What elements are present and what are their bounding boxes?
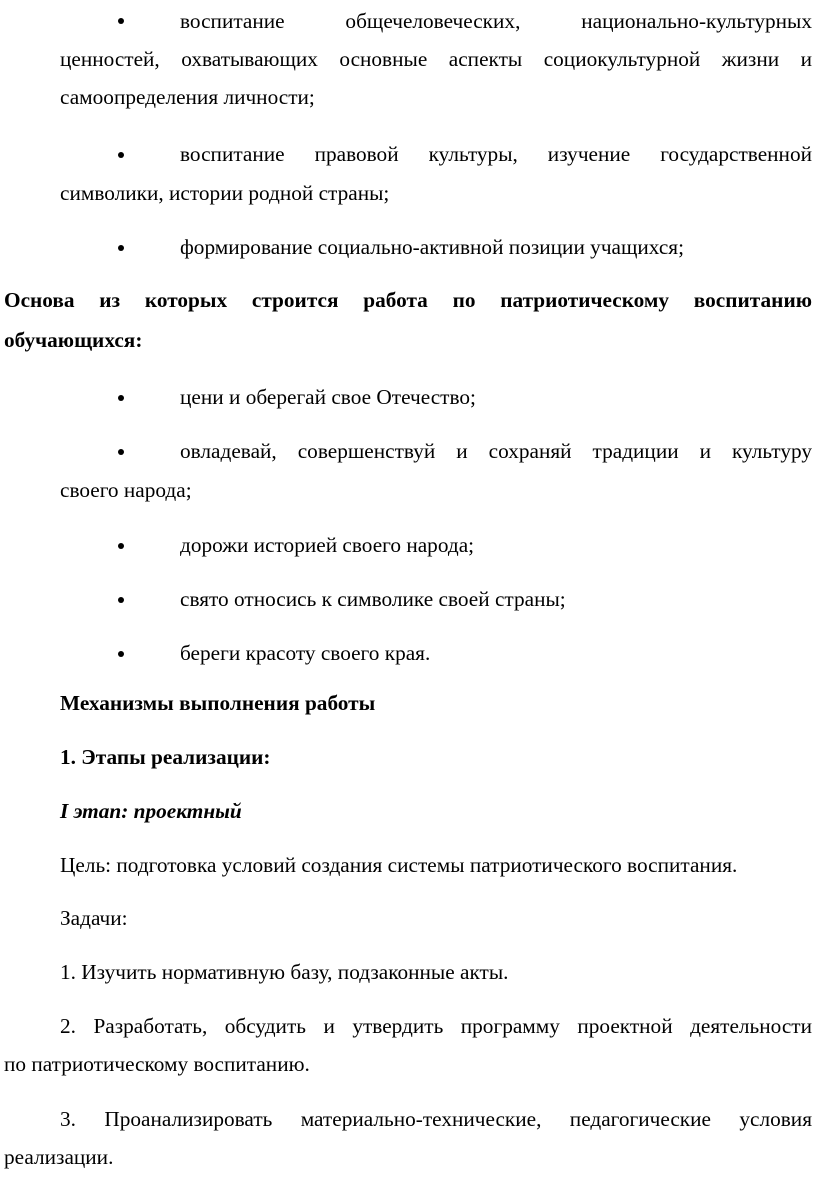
list-item-text: дорожи историей своего народа; [180,533,475,557]
task-item: 1. Изучить нормативную базу, подзаконные акты. [60,960,509,984]
bullet-icon [118,651,124,657]
task-item: реализации. [4,1145,114,1169]
section-heading: Основа из которых строится работа по патриотическому воспитанию [4,288,812,312]
bullet-icon [118,18,124,24]
bullet-icon [118,245,124,251]
bullet-icon [118,152,124,158]
list-item-text: ценностей, охватывающих основные аспекты социокультурной жизни и [60,47,812,71]
task-item: по патриотическому воспитанию. [4,1052,310,1076]
list-item-text: формирование социально-активной позиции учащихся; [180,235,684,259]
list-item-text: самоопределения личности; [60,85,315,109]
list-item-text: свято относись к символике своей страны; [180,587,566,611]
section-heading: обучающихся: [4,328,143,352]
bullet-icon [118,395,124,401]
list-item-text: воспитание общечеловеческих, национально-культурных [180,9,812,33]
stage-title: I этап: проектный [60,799,242,823]
task-item: 3. Проанализировать материально-технические, педагогические условия [60,1107,812,1131]
list-item-text: овладевай, совершенствуй и сохраняй традиции и культуру [180,439,812,463]
list-item-text: своего народа; [60,478,192,502]
tasks-label: Задачи: [60,906,128,930]
bullet-icon [118,449,124,455]
list-item-text: береги красоту своего края. [180,641,431,665]
mechanisms-heading: Механизмы выполнения работы [60,691,376,715]
task-item: 2. Разработать, обсудить и утвердить программу проектной деятельности [60,1014,812,1038]
goal-text: Цель: подготовка условий создания системы патриотического воспитания. [60,853,738,877]
bullet-icon [118,597,124,603]
bullet-icon [118,543,124,549]
stages-heading: 1. Этапы реализации: [60,745,271,769]
list-item-text: воспитание правовой культуры, изучение государственной [180,142,812,166]
list-item-text: цени и оберегай свое Отечество; [180,385,476,409]
list-item-text: символики, истории родной страны; [60,181,390,205]
